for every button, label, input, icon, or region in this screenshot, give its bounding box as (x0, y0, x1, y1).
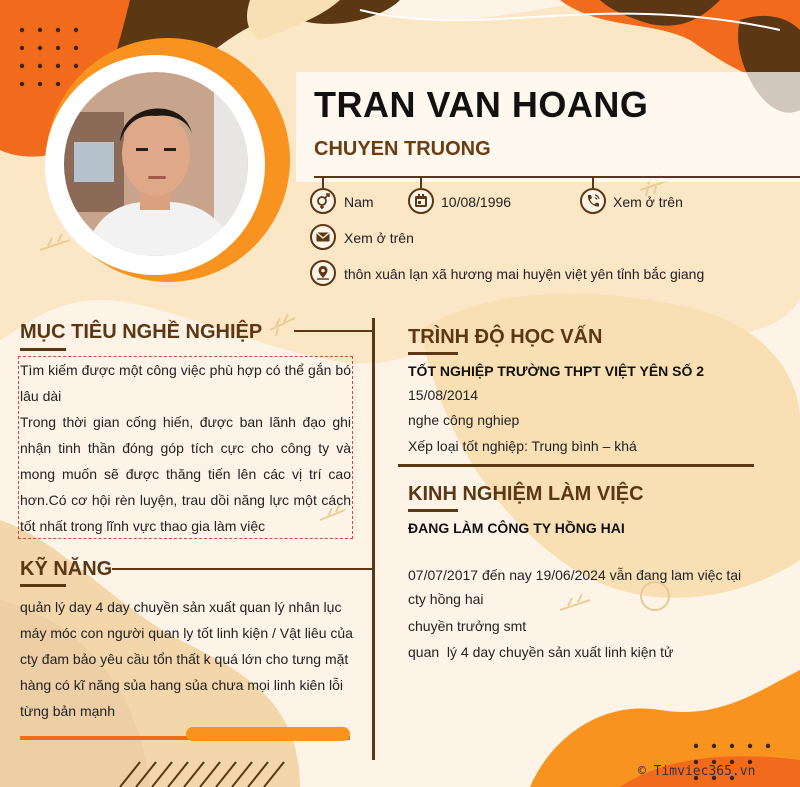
education-school: TỐT NGHIỆP TRƯỜNG THPT VIỆT YÊN SỐ 2 (408, 363, 705, 379)
divider-tick (322, 178, 324, 188)
skills-connector (112, 568, 372, 570)
divider-tick (420, 178, 422, 188)
address-value: thôn xuân lạn xã hương mai huyện việt yên tỉnh bắc giang (344, 266, 705, 282)
education-major: nghe công nghiep (408, 412, 520, 428)
skills-underline (20, 584, 66, 587)
gender-value: Nam (344, 194, 374, 210)
column-divider (372, 318, 375, 760)
skills-text: quản lý day 4 day chuyền sản xuất quan lý nhân lục máy móc con người quan ly tốt linh kiện / Vật liêu của cty đam bảo yêu cầu tổn thất k quá lớn cho tưng mặt hàng có kĩ năng sủa hang sủa chưa mọi linh kiên lỗi từng bản mạnh (20, 599, 353, 719)
phone-value[interactable]: Xem ở trên (613, 194, 683, 210)
skills-title: KỸ NĂNG (20, 558, 113, 580)
objective-box[interactable] (18, 356, 353, 539)
email-icon (310, 224, 336, 250)
portrait-photo (64, 72, 248, 256)
experience-period: 07/07/2017 đến nay 19/06/2024 vẫn đang lam việc tại cty hồng hai (408, 567, 742, 607)
calendar-icon (408, 188, 434, 214)
experience-company: ĐANG LÀM CÔNG TY HỒNG HAI (408, 520, 625, 536)
education-title: TRÌNH ĐỘ HỌC VẤN (408, 326, 603, 348)
header-divider (314, 176, 800, 178)
experience-underline (408, 509, 458, 512)
experience-duty: quan lý 4 day chuyền sản xuất linh kiện tử (408, 644, 674, 660)
full-name: TRAN VAN HOANG (314, 84, 649, 125)
objective-title: MỤC TIÊU NGHỀ NGHIỆP (20, 321, 263, 343)
phone-icon (580, 188, 606, 214)
gender-icon (310, 188, 336, 214)
objective-line-2: Trong thời gian cống hiến, được ban lãnh đạo ghi nhận tinh thần đóng góp tích cực cho công ty và mong muốn sẽ được thăng tiến lên các vị trí cao hơn.Có cơ hội rèn luyện, trau dồi năng lực một cách tốt nhất trong lĩnh vực thao gia làm việc (20, 414, 351, 534)
birthday-value: 10/08/1996 (441, 194, 512, 210)
location-icon (310, 260, 336, 286)
divider-tick (592, 178, 594, 188)
experience-position: chuyền trưởng smt (408, 618, 527, 634)
email-value[interactable]: Xem ở trên (344, 230, 414, 246)
objective-line-1: Tìm kiếm được một công việc phù hợp có thể gắn bó lâu dài (20, 362, 351, 404)
objective-connector (294, 330, 372, 332)
avatar (58, 66, 254, 262)
watermark: © Timviec365.vn (638, 764, 756, 779)
job-title: CHUYEN TRUONG (314, 138, 491, 160)
education-underline (408, 352, 458, 355)
objective-underline (20, 348, 66, 351)
education-divider (398, 464, 754, 467)
education-date: 15/08/2014 (408, 387, 479, 403)
education-grade: Xếp loại tốt nghiệp: Trung bình – khá (408, 438, 637, 454)
experience-title: KINH NGHIỆM LÀM VIỆC (408, 483, 644, 505)
